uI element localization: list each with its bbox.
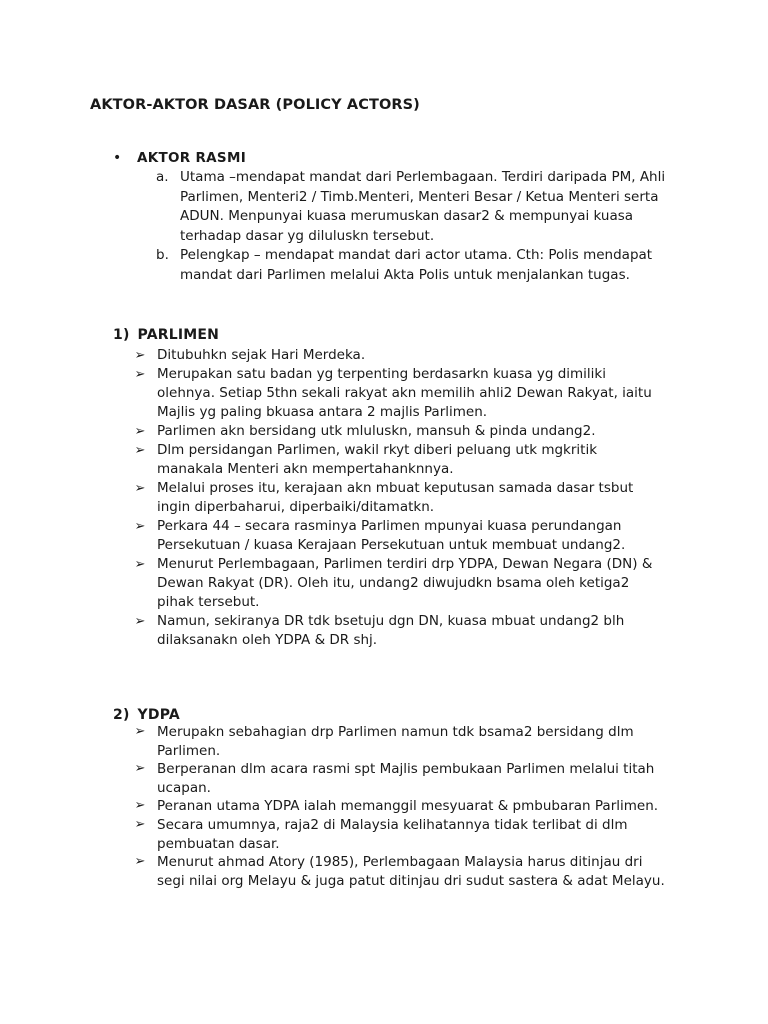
arrow-bullet-icon: ➢ — [134, 481, 146, 496]
list-item — [133, 723, 693, 760]
text-line: Merupakan satu badan yg terpenting berdasarkn kuasa yg dimiliki — [157, 366, 606, 382]
text-line: Menurut Perlembagaan, Parlimen terdiri drp YDPA, Dewan Negara (DN) & — [157, 556, 653, 572]
text-line: ucapan. — [157, 779, 211, 796]
list-marker: b. — [156, 247, 169, 263]
arrow-bullet-icon: ➢ — [134, 424, 146, 439]
text-line: Parlimen akn bersidang utk mluluskn, mansuh & pinda undang2. — [157, 423, 596, 439]
section-number: 2) — [113, 707, 130, 723]
list-item — [133, 517, 693, 555]
list-item-text — [180, 168, 671, 246]
text-line: Merupakn sebahagian drp Parlimen namun tdk bsama2 bersidang dlm — [157, 724, 634, 740]
arrow-bullet-icon: ➢ — [134, 348, 146, 363]
arrow-bullet-icon: ➢ — [134, 519, 146, 534]
aktor-rasmi-heading: AKTOR RASMI — [137, 150, 247, 166]
section-number: 1) — [113, 327, 130, 343]
text-line: ingin diperbaharui, diperbaiki/ditamatkn. — [157, 499, 435, 515]
text-line: Pelengkap – mendapat mandat dari actor utama. Cth: Polis mendapat — [180, 247, 653, 263]
text-line: Menurut ahmad Atory (1985), Perlembagaan Malaysia harus ditinjau dri — [157, 854, 643, 871]
section-label: YDPA — [137, 707, 180, 723]
arrow-bullet-icon: ➢ — [134, 367, 146, 382]
text-line: Ditubuhkn sejak Hari Merdeka. — [157, 347, 366, 363]
list-item — [151, 246, 671, 285]
text-line: Dlm persidangan Parlimen, wakil rkyt diberi peluang utk mgkritik — [157, 442, 598, 458]
arrow-bullet-icon: ➢ — [134, 557, 146, 572]
text-line: Secara umumnya, raja2 di Malaysia kelihatannya tidak terlibat di dlm — [157, 816, 628, 833]
list-item — [133, 760, 693, 797]
arrow-bullet-icon: ➢ — [134, 798, 146, 814]
list-item — [133, 816, 693, 853]
text-line: Melalui proses itu, kerajaan akn mbuat keputusan samada dasar tsbut — [157, 480, 634, 496]
list-item — [133, 346, 693, 365]
ydpa-list — [133, 723, 693, 890]
arrow-bullet-icon: ➢ — [134, 443, 146, 458]
list-item — [133, 612, 693, 650]
list-item — [133, 797, 693, 816]
list-marker: a. — [156, 169, 169, 185]
text-line: Majlis yg paling bkuasa antara 2 majlis Parlimen. — [157, 404, 488, 420]
text-line: segi nilai org Melayu & juga patut ditinjau dri sudut sastera & adat Melayu. — [157, 872, 665, 889]
text-line: Parlimen, Menteri2 / Timb.Menteri, Menteri Besar / Ketua Menteri serta — [180, 188, 659, 205]
list-item — [133, 853, 693, 890]
list-item — [133, 441, 693, 479]
text-line: mandat dari Parlimen melalui Akta Polis untuk menjalankan tugas. — [180, 266, 630, 283]
section-heading-ydpa — [113, 707, 180, 723]
text-line: Perkara 44 – secara rasminya Parlimen mpunyai kuasa perundangan — [157, 518, 622, 534]
list-item — [151, 168, 671, 246]
parlimen-list — [133, 346, 693, 650]
bullet-icon: • — [113, 150, 122, 166]
text-line: Parlimen. — [157, 742, 221, 759]
text-line: manakala Menteri akn mempertahanknnya. — [157, 461, 454, 477]
text-line: ADUN. Menpunyai kuasa merumuskan dasar2 & mempunyai kuasa — [180, 208, 634, 224]
text-line: pihak tersebut. — [157, 594, 260, 610]
list-item-text — [180, 246, 671, 285]
text-line: terhadap dasar yg diluluskn tersebut. — [180, 227, 435, 244]
list-item — [133, 479, 693, 517]
text-line: Namun, sekiranya DR tdk bsetuju dgn DN, kuasa mbuat undang2 blh — [157, 613, 625, 629]
section-label: PARLIMEN — [137, 327, 220, 343]
list-item — [133, 365, 693, 422]
list-item — [133, 422, 693, 441]
aktor-rasmi-list — [151, 168, 671, 285]
text-line: Persekutuan / kuasa Kerajaan Persekutuan untuk membuat undang2. — [157, 537, 626, 553]
text-line: dilaksanakn oleh YDPA & DR shj. — [157, 632, 378, 648]
arrow-bullet-icon: ➢ — [134, 816, 146, 832]
arrow-bullet-icon: ➢ — [134, 854, 146, 870]
text-line: Peranan utama YDPA ialah memanggil mesyuarat & pmbubaran Parlimen. — [157, 798, 659, 815]
text-line: Berperanan dlm acara rasmi spt Majlis pembukaan Parlimen melalui titah — [157, 761, 655, 778]
arrow-bullet-icon: ➢ — [134, 614, 146, 629]
list-item — [133, 555, 693, 612]
arrow-bullet-icon: ➢ — [134, 724, 146, 739]
text-line: Utama –mendapat mandat dari Perlembagaan. Terdiri daripada PM, Ahli — [180, 169, 666, 185]
text-line: olehnya. Setiap 5thn sekali rakyat akn memilih ahli2 Dewan Rakyat, iaitu — [157, 385, 652, 401]
page-title: AKTOR-AKTOR DASAR (POLICY ACTORS) — [90, 97, 420, 113]
section-heading-parlimen — [113, 327, 219, 343]
arrow-bullet-icon: ➢ — [134, 761, 146, 777]
text-line: Dewan Rakyat (DR). Oleh itu, undang2 diwujudkn bsama oleh ketiga2 — [157, 575, 630, 591]
text-line: pembuatan dasar. — [157, 835, 280, 852]
